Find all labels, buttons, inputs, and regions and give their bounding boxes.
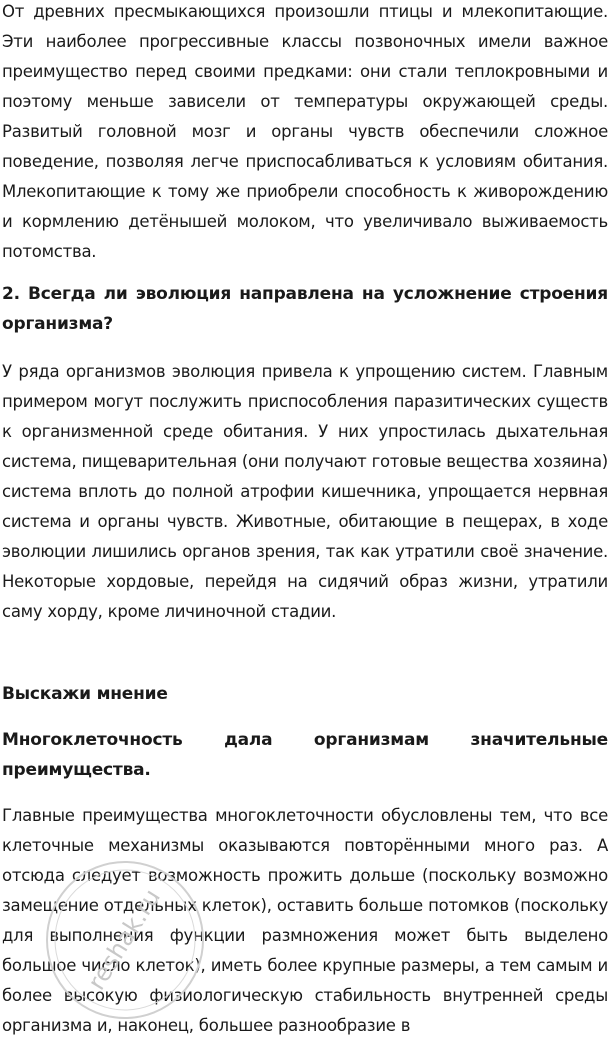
- opinion-section-heading: Выскажи мнение: [2, 684, 168, 704]
- question-2-answer: У ряда организмов эволюция привела к упрощению систем. Главным примером могут послужить приспособления паразитических существ к организменной среде обитания. У них упростилась дыхательная система, пищеварительная (они получают готовые вещества хозяина) система вплоть до полной атрофии кишечника, упрощается нервная система и органы чувств. Животные, обитающие в пещерах, в ходе эволюции лишились органов зрения, так как утратили своё значение. Некоторые хордовые, перейдя на сидячий образ жизни, утратили саму хорду, кроме личиночной стадии.: [2, 362, 608, 621]
- intro-paragraph: От древних пресмыкающихся произошли птицы и млекопитающие. Эти наиболее прогрессивные классы позвоночных имели важное преимущество перед своими предками: они стали теплокровными и поэтому меньше зависели от температуры окружающей среды. Развитый головной мозг и органы чувств обеспечили сложное поведение, позволяя легче приспосабливаться к условиям обитания. Млекопитающие к тому же приобрели способность к живорождению и кормлению детёнышей молоком, что увеличивало выживаемость потомства.: [2, 2, 608, 261]
- watermark-text: reshak.ru: [82, 884, 167, 995]
- opinion-statement: Многоклеточность дала организмам значительные преимущества.: [2, 730, 608, 780]
- question-2-heading: 2. Всегда ли эволюция направлена на усложнение строения организма?: [2, 284, 608, 334]
- opinion-answer: Главные преимущества многоклеточности обусловлены тем, что все клеточные механизмы оказываются повторёнными много раз. А отсюда следует возможность прожить дольше (поскольку возможно замещение отдельных клеток), оставить больше потомков (поскольку для выполнения функции размножения может быть выделено большое число клеток), иметь более крупные размеры, а тем самым и более высокую физиологическую стабильность внутренней среды организма и, наконец, большее разнообразие в: [2, 806, 608, 1035]
